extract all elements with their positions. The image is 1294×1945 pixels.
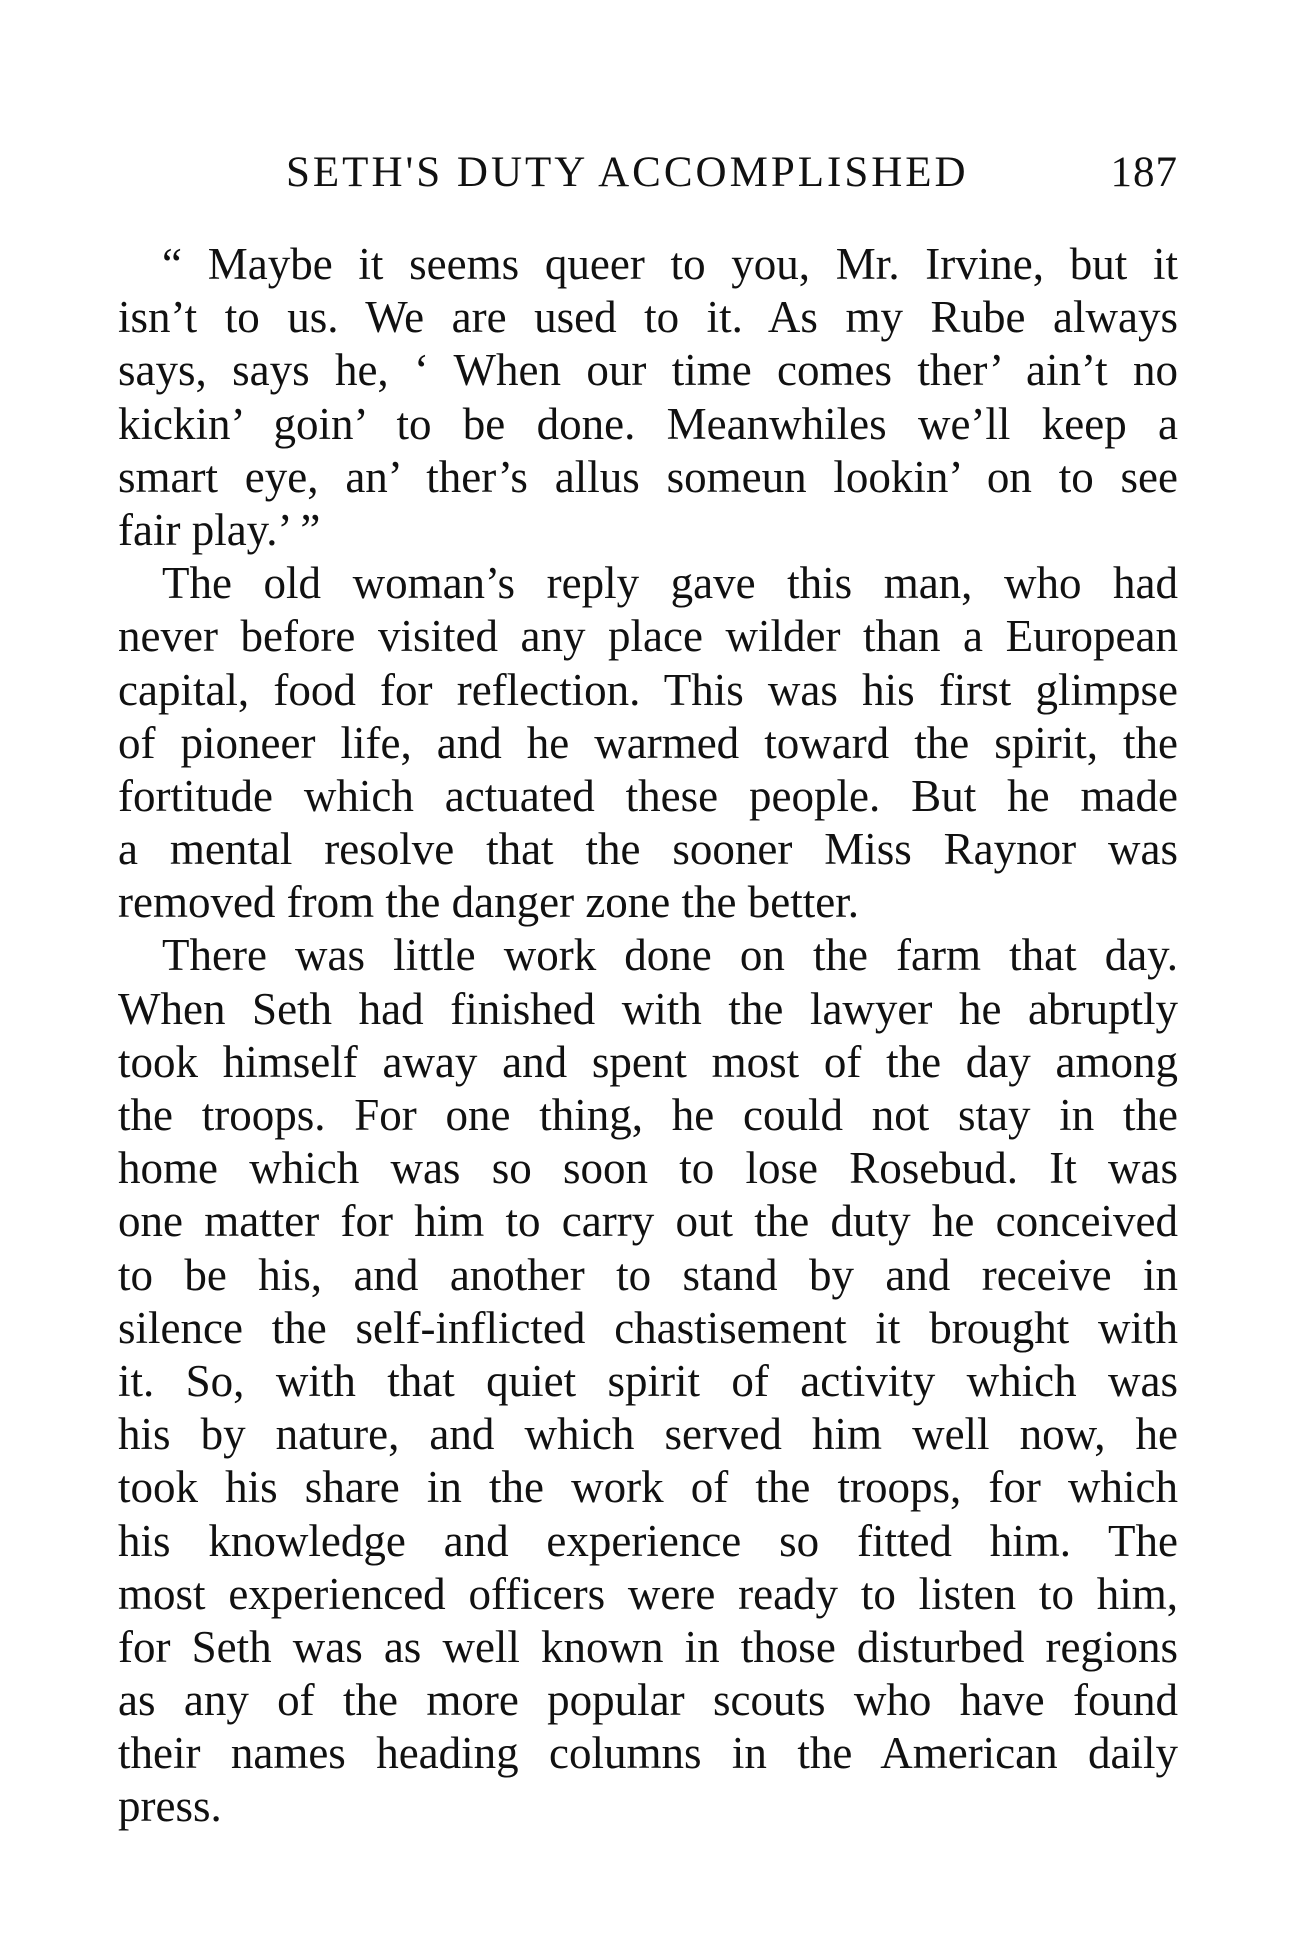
text-line: removed from the danger zone the better. <box>118 877 859 928</box>
text-line: it. So, with that quiet spirit of activity which was <box>118 1355 1178 1406</box>
text-line: a mental resolve that the sooner Miss Raynor was <box>118 824 1178 875</box>
text-line: kickin’ goin’ to be done. Meanwhiles we’ll keep a <box>118 398 1178 449</box>
text-line: took his share in the work of the troops, for which <box>118 1462 1178 1513</box>
text-line: smart eye, an’ ther’s allus someun lookin’ on to see <box>118 451 1178 502</box>
text-line: There was little work done on the farm that day. <box>162 930 1178 981</box>
text-line: says, says he, ‘ When our time comes ther’ ain’t no <box>118 345 1178 396</box>
text-line: silence the self-inflicted chastisement it brought with <box>118 1302 1178 1353</box>
running-title: SETH'S DUTY ACCOMPLISHED <box>286 149 969 196</box>
body-text <box>118 238 1178 1834</box>
text-line: took himself away and spent most of the day among <box>118 1036 1178 1087</box>
text-line: When Seth had finished with the lawyer he abruptly <box>118 983 1178 1034</box>
text-line: fortitude which actuated these people. But he made <box>118 770 1178 821</box>
paragraph-2 <box>118 557 1178 929</box>
text-line: isn’t to us. We are used to it. As my Rube always <box>118 292 1178 343</box>
text-line: “ Maybe it seems queer to you, Mr. Irvine, but it <box>162 239 1178 289</box>
text-line: most experienced officers were ready to listen to him, <box>118 1568 1178 1619</box>
text-line: for Seth was as well known in those disturbed regions <box>118 1621 1178 1672</box>
text-line: press. <box>118 1781 222 1832</box>
text-line: home which was so soon to lose Rosebud. It was <box>118 1143 1178 1194</box>
text-line: fair play.’ ” <box>118 504 321 555</box>
text-line: their names heading columns in the American daily <box>118 1728 1178 1779</box>
text-line: The old woman’s reply gave this man, who had <box>162 558 1178 609</box>
text-line: to be his, and another to stand by and receive in <box>118 1249 1178 1300</box>
running-head <box>118 148 1178 208</box>
text-line: never before visited any place wilder than a European <box>118 611 1178 662</box>
text-line: capital, food for reflection. This was his first glimpse <box>118 664 1178 715</box>
paragraph-3 <box>118 929 1178 1833</box>
text-line: his knowledge and experience so fitted him. The <box>118 1515 1178 1566</box>
page-number: 187 <box>1110 149 1178 196</box>
text-line: his by nature, and which served him well now, he <box>118 1409 1178 1460</box>
text-line: as any of the more popular scouts who have found <box>118 1675 1178 1726</box>
text-line: one matter for him to carry out the duty he conceived <box>118 1196 1178 1247</box>
paragraph-1 <box>118 238 1178 557</box>
text-line: the troops. For one thing, he could not stay in the <box>118 1090 1178 1140</box>
text-line: of pioneer life, and he warmed toward the spirit, the <box>118 717 1178 768</box>
